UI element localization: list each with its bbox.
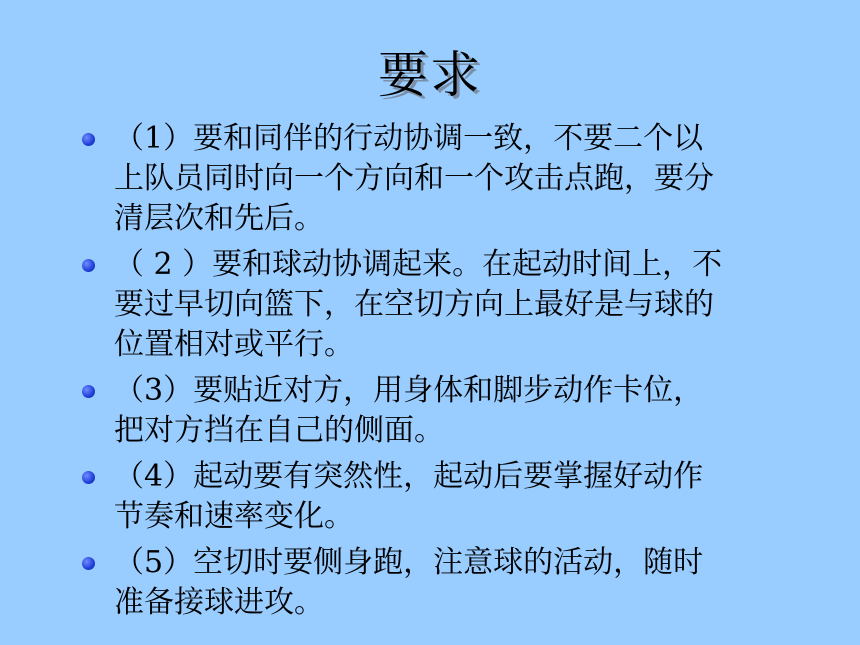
bullet-text-line: 把对方挡在自己的侧面。: [114, 413, 444, 448]
bullet-text-line: 上队员同时向一个方向和一个攻击点跑，要分: [114, 161, 714, 196]
bullet-dot-icon: [82, 385, 95, 398]
slide-title: 要求: [378, 46, 482, 104]
bullet-dot-icon: [82, 471, 95, 484]
bullet-item-2: [0, 245, 786, 365]
bullet-item-1: [0, 119, 786, 239]
bullet-text-line: （3）要贴近对方，用身体和脚步动作卡位，: [114, 373, 704, 408]
bullet-item-3: [0, 371, 786, 451]
bullet-dot-icon: [82, 133, 95, 146]
bullet-dot-icon: [82, 557, 95, 570]
bullet-list: [0, 119, 860, 629]
bullet-text-line: （ 2 ）要和球动协调起来。在起动时间上，不: [114, 247, 723, 282]
bullet-dot-icon: [82, 259, 95, 272]
bullet-text-line: 位置相对或平行。: [114, 327, 354, 362]
bullet-text-line: 清层次和先后。: [114, 201, 324, 236]
bullet-text-line: 要过早切向篮下，在空切方向上最好是与球的: [114, 287, 714, 322]
bullet-text-line: （1）要和同伴的行动协调一致，不要二个以: [114, 121, 704, 156]
bullet-text-line: 准备接球进攻。: [114, 585, 324, 620]
bullet-item-4: [0, 457, 786, 537]
bullet-item-5: [0, 543, 786, 623]
bullet-text-line: （4）起动要有突然性，起动后要掌握好动作: [114, 459, 704, 494]
bullet-text-line: 节奏和速率变化。: [114, 499, 354, 534]
bullet-text-line: （5）空切时要侧身跑，注意球的活动，随时: [114, 545, 704, 580]
